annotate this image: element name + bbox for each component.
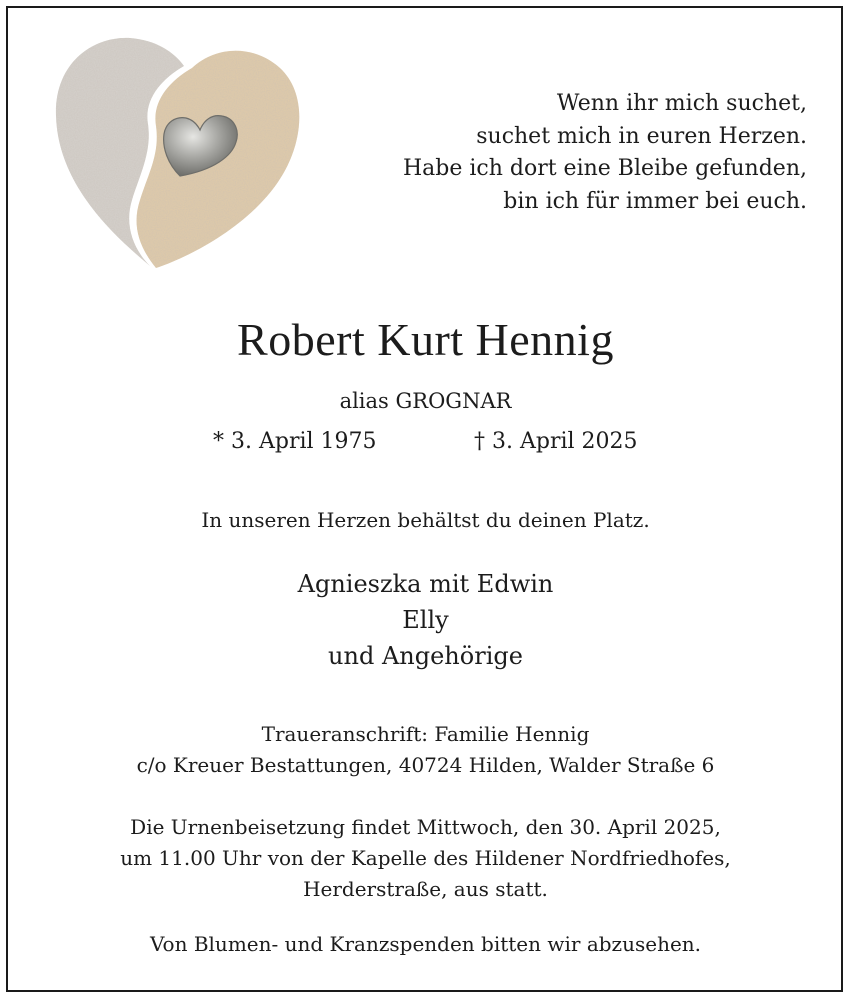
funeral-line: Herderstraße, aus statt. (303, 877, 548, 901)
funeral-line: um 11.00 Uhr von der Kapelle des Hildener Nordfriedhofes, (120, 846, 731, 870)
mourner-line: Agnieszka mit Edwin (297, 570, 554, 598)
poem-line: suchet mich in euren Herzen. (476, 123, 807, 149)
deceased-alias: alias GROGNAR (339, 389, 512, 413)
mourning-address (0, 719, 851, 781)
poem-line: bin ich für immer bei euch. (503, 188, 807, 214)
heart-icon (52, 24, 304, 274)
mourner-line: und Angehörige (328, 642, 523, 670)
life-dates (0, 426, 851, 458)
poem (367, 88, 807, 218)
flowers-note: Von Blumen- und Kranzspenden bitten wir abzusehen. (149, 932, 702, 956)
birth-date: * 3. April 1975 (213, 429, 377, 454)
mourner-line: Elly (402, 606, 449, 634)
mourners (0, 566, 851, 674)
poem-line: Habe ich dort eine Bleibe gefunden, (402, 156, 807, 181)
funeral-line: Die Urnenbeisetzung findet Mittwoch, den 30. April 2025, (130, 815, 721, 839)
deceased-name: Robert Kurt Hennig (237, 314, 614, 365)
address-line: c/o Kreuer Bestattungen, 40724 Hilden, Walder Straße 6 (136, 753, 715, 777)
poem-line: Wenn ihr mich suchet, (556, 91, 807, 116)
death-date: † 3. April 2025 (474, 429, 638, 454)
motto: In unseren Herzen behältst du deinen Platz. (201, 508, 650, 532)
funeral-details (0, 812, 851, 905)
address-line: Traueranschrift: Familie Hennig (261, 722, 590, 746)
